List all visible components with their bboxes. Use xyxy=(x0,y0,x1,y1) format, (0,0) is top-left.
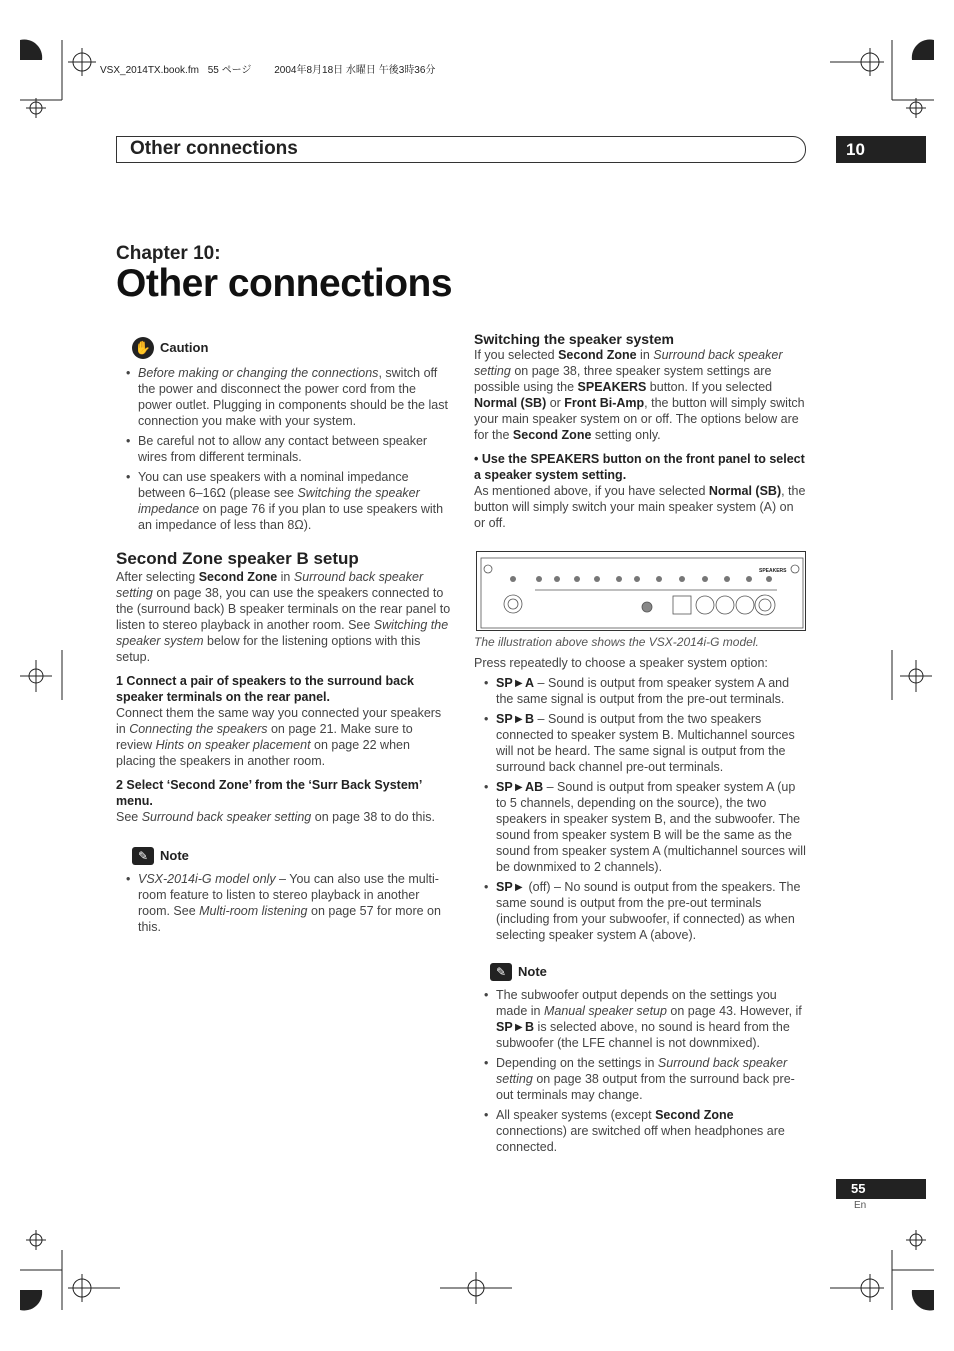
text-run: on page 76 if you plan to use speakers with an impedance of less than 8Ω). xyxy=(138,502,444,532)
section-title: Other connections xyxy=(130,138,298,159)
note-heading-right xyxy=(490,963,806,981)
text-run: If you selected xyxy=(474,348,559,362)
switching-step-heading: • Use the SPEAKERS button on the front panel to select a speaker system setting. xyxy=(474,452,805,482)
list-item xyxy=(138,871,452,935)
step1-body xyxy=(116,705,452,769)
list-item xyxy=(496,879,806,943)
text-run: button. If you selected xyxy=(646,380,773,394)
text-run: Switching the speaker system xyxy=(116,618,449,648)
text-run: on page 57 for more on this. xyxy=(138,904,441,934)
text-run: Front Bi-Amp xyxy=(564,396,645,410)
list-item xyxy=(138,433,452,465)
text-run: Normal (SB) xyxy=(708,484,782,498)
text-run: in xyxy=(636,348,654,362)
text-run: is selected above, no sound is heard from the subwoofer (the LFE channel is not downmixed). xyxy=(496,1020,790,1050)
text-run: SP► xyxy=(496,880,526,894)
text-run: (off) – No sound is output from the speakers. The same sound is output from the pre-out terminals (including from your subwoofer, if connected) as when selecting speaker system A (above). xyxy=(496,880,801,942)
text-run: – Sound is output from speaker system A (up to 5 channels, depending on the source), the two speakers in speaker system B, and the subwoofer. The sound from speaker system B will be the same as the sound from speaker system A (multichannel sources will be downmixed to 2 channels). xyxy=(496,780,806,874)
illustration-caption: The illustration above shows the VSX-2014i-G model. xyxy=(474,635,759,649)
text-run: Surround back speaker setting xyxy=(474,348,783,378)
switching-step-body xyxy=(474,483,806,531)
front-panel-illustration xyxy=(476,551,806,631)
text-run: Second Zone xyxy=(558,348,637,362)
text-run: Hints on speaker placement xyxy=(155,738,311,752)
text-run: Switching the speaker impedance xyxy=(138,486,420,516)
chapter-label: Chapter 10: xyxy=(116,243,221,264)
text-run: SP►A xyxy=(496,676,535,690)
text-run: – You can also use the multi-room feature to listen to stereo playback in another room. See xyxy=(138,872,439,918)
switching-note-list xyxy=(474,987,806,1155)
caution-heading xyxy=(132,337,452,359)
right-column-top xyxy=(474,331,806,531)
text-run: SP►AB xyxy=(496,780,544,794)
list-item xyxy=(496,711,806,775)
text-run: Surround back speaker setting xyxy=(496,1056,788,1086)
list-item xyxy=(496,779,806,875)
text-run: Connect them the same way you connected your speakers in xyxy=(116,706,442,736)
list-item xyxy=(496,1107,806,1155)
text-run: , the button will simply switch your main speaker system on or off. The options below are for the xyxy=(474,396,805,442)
page-number: 55 xyxy=(836,1179,926,1199)
list-item xyxy=(138,469,452,533)
chapter-number-tab: 10 xyxy=(836,136,926,163)
list-item xyxy=(496,1055,806,1103)
text-run: As mentioned above, if you have selected xyxy=(474,484,709,498)
text-run: setting only. xyxy=(591,428,661,442)
step2-body xyxy=(116,809,452,825)
page-language: En xyxy=(854,1200,867,1211)
text-run: below for the listening options with this setup. xyxy=(116,634,421,664)
text-run: on page 43. However, if xyxy=(666,1004,802,1018)
text-run: on page 38, three speaker system settings are possible using the xyxy=(474,364,772,394)
list-item xyxy=(138,365,452,429)
text-run: , switch off the power and disconnect the power cord from the power outlet. Plugging in components should be the last connection you make with your system. xyxy=(138,366,448,428)
speakers-button-label: SPEAKERS xyxy=(759,568,787,574)
pencil-note-icon: ✎ xyxy=(132,847,154,865)
text-run: on page 38 to do this. xyxy=(311,810,435,824)
text-run: See xyxy=(116,810,142,824)
text-run: Normal (SB) xyxy=(474,396,547,410)
text-run: Surround back speaker setting xyxy=(141,810,312,824)
text-run: , the button will simply switch your main speaker system (A) on or off. xyxy=(474,484,806,530)
text-run: Second Zone xyxy=(512,428,592,442)
step1-heading: 1 Connect a pair of speakers to the surround back speaker terminals on the rear panel. xyxy=(116,674,414,704)
note-heading-label: Note xyxy=(518,964,547,979)
text-run: – Sound is output from speaker system A and the same signal is output from the pre-out terminals. xyxy=(496,676,790,706)
text-run: SPEAKERS xyxy=(577,380,647,394)
switching-heading: Switching the speaker system xyxy=(474,331,674,347)
step2-heading: 2 Select ‘Second Zone’ from the ‘Surr Back System’ menu. xyxy=(116,778,422,808)
text-run: You can use speakers with a nominal impedance between 6–16Ω (please see xyxy=(138,470,409,500)
note-heading-left xyxy=(132,847,452,865)
text-run: on page 38, you can use the speakers connected to the (surround back) B speaker terminals on the rear panel to listen to stereo playback in another room. See xyxy=(116,586,451,632)
text-run: SP►B xyxy=(496,1020,535,1034)
text-run: Multi-room listening xyxy=(199,904,308,918)
note-heading-label: Note xyxy=(160,848,189,863)
text-run: Depending on the settings in xyxy=(496,1056,658,1070)
text-run: VSX-2014i-G model only xyxy=(138,872,276,886)
caution-heading-label: Caution xyxy=(160,340,209,355)
text-run: Manual speaker setup xyxy=(543,1004,667,1018)
text-run: Before making or changing the connections xyxy=(138,366,379,380)
print-page: 55 ページ xyxy=(207,65,252,76)
text-run: Second Zone xyxy=(655,1108,734,1122)
text-run: on page 38 output from the surround back pre-out terminals may change. xyxy=(496,1072,795,1102)
print-file: VSX_2014TX.book.fm xyxy=(100,65,199,76)
text-run: on page 22 when placing the speakers in another room. xyxy=(116,738,410,768)
text-run: SP►B xyxy=(496,712,535,726)
text-run: All speaker systems (except xyxy=(496,1108,656,1122)
text-run: in xyxy=(277,570,294,584)
text-run: on page 21. Make sure to review xyxy=(116,722,413,752)
text-run: connections) are switched off when headphones are connected. xyxy=(496,1124,785,1154)
left-column xyxy=(116,337,452,939)
caution-list xyxy=(116,365,452,533)
list-item xyxy=(496,987,806,1051)
list-item xyxy=(496,675,806,707)
press-instruction: Press repeatedly to choose a speaker system option: xyxy=(474,656,768,670)
text-run: or xyxy=(546,396,565,410)
second-zone-heading: Second Zone speaker B setup xyxy=(116,549,359,568)
chapter-title: Other connections xyxy=(116,262,453,305)
text-run: Surround back speaker setting xyxy=(116,570,424,600)
right-column-bottom xyxy=(474,655,806,1159)
speaker-options-list xyxy=(474,675,806,943)
text-run: After selecting xyxy=(116,570,199,584)
second-zone-intro xyxy=(116,569,452,665)
text-run: The subwoofer output depends on the settings you made in xyxy=(496,988,777,1018)
text-run: Connecting the speakers xyxy=(129,722,268,736)
switching-intro xyxy=(474,347,806,443)
text-run: Second Zone xyxy=(198,570,278,584)
text-run: Be careful not to allow any contact between speaker wires from different terminals. xyxy=(138,434,428,464)
front-panel-drawing xyxy=(477,552,807,632)
print-date: 2004年8月18日 水曜日 午後3時36分 xyxy=(274,65,436,76)
print-header xyxy=(100,61,435,76)
pencil-note-icon: ✎ xyxy=(490,963,512,981)
second-zone-note-list xyxy=(116,871,452,935)
text-run: – Sound is output from the two speakers connected to speaker system B. Multichannel sources will not be heard. The same signal is output from the surround back channel pre-out terminals. xyxy=(496,712,795,774)
hand-stop-icon: ✋ xyxy=(132,337,154,359)
